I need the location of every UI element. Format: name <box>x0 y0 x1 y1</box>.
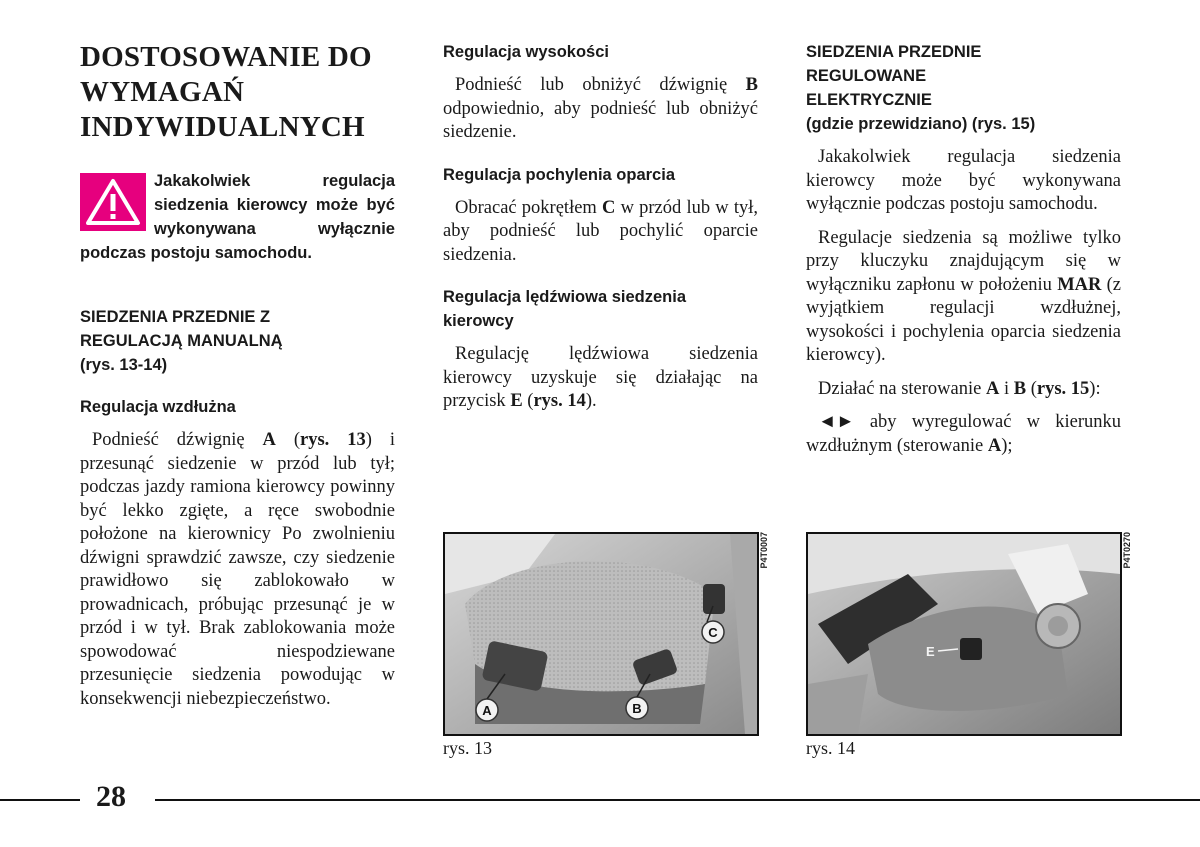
figure-seat-manual <box>443 532 759 736</box>
section-heading-line: REGULOWANE <box>806 67 927 85</box>
title-line-1: DOSTOSOWANIE DO <box>80 41 372 73</box>
column-1 <box>80 40 395 711</box>
section-heading-line: ELEKTRYCZNIE <box>806 91 932 109</box>
footer-rule-left <box>0 799 80 801</box>
title-line-3: INDYWIDUALNYCH <box>80 111 365 143</box>
paragraph-electric-warning: Jakakolwiek regulacja siedzenia kierowcy może być wykonywana wyłącznie podczas postoju samochodu. <box>806 147 1121 214</box>
figure-caption-14: rys. 14 <box>806 738 855 758</box>
paragraph-height: Podnieść lub obniżyć dźwignię B odpowiednio, aby podnieść lub obniżyć siedzenie. <box>443 75 758 142</box>
section-heading-line: (rys. 13-14) <box>80 356 168 374</box>
subheading-height: Regulacja wysokości <box>443 43 609 61</box>
warning-triangle-icon <box>80 173 146 231</box>
arrows-left-right-icon: ◄► <box>818 412 855 432</box>
section-heading-electric <box>806 40 1121 136</box>
lumbar-photo-illustration <box>808 534 1120 734</box>
callout-e-label: E <box>926 644 935 659</box>
section-heading-line: REGULACJĄ MANUALNĄ <box>80 332 283 350</box>
figure-seat-lumbar <box>806 532 1122 736</box>
section-heading-line: (gdzie przewidziano) (rys. 15) <box>806 115 1036 133</box>
subheading-longitudinal: Regulacja wzdłużna <box>80 398 236 416</box>
warning-block <box>80 169 395 265</box>
section-heading-line: SIEDZENIA PRZEDNIE <box>806 43 982 61</box>
subheading-backrest: Regulacja pochylenia oparcia <box>443 165 675 184</box>
figure-caption-13: rys. 13 <box>443 738 492 758</box>
subheading-lumbar: Regulacja lędźwiowa siedzenia kierowcy <box>443 288 686 330</box>
column-2 <box>443 40 758 414</box>
paragraph-longitudinal: Podnieść dźwignię A (rys. 13) i przesunąć siedzenie w przód lub tył; podczas jazdy ramiona kierowcy powinny być lekko zgięte, a ręce swobodnie położone na kierownicy Po zwolnieniu dźwigni sprawdzić zawsze, czy siedzenie prawidłowo się zablokowało w prowadnicach, próbując przesunąć je w przód i w tył. Brak zablokowania może spowodować niespodziewane przesunięcie siedzenia powodując w konsekwencji niebezpieczeństwo. <box>80 430 395 709</box>
paragraph-backrest: Obracać pokrętłem C w przód lub w tył, aby podnieść lub pochylić oparcie siedzenia. <box>443 197 758 265</box>
figure-code-13: P4T0007 <box>759 532 769 569</box>
warning-text: Jakakolwiek regulacja siedzenia kierowcy może być wykonywana wyłącznie podczas postoju samochodu. <box>80 172 395 262</box>
callout-b-label: B <box>632 701 642 716</box>
section-heading-line: SIEDZENIA PRZEDNIE Z <box>80 308 271 326</box>
paragraph-lumbar: Regulację lędźwiowa siedzenia kierowcy uzyskuje się działając na przycisk E (rys. 14). <box>443 344 758 411</box>
title-line-2: WYMAGAŃ <box>80 76 245 108</box>
column-3 <box>806 40 1121 458</box>
figure-code-14: P4T0270 <box>1122 532 1132 569</box>
section-heading-manual <box>80 305 395 377</box>
seat-photo-illustration <box>445 534 757 734</box>
callout-a-label: A <box>482 703 492 718</box>
paragraph-electric-longitudinal: ◄► aby wyregulować w kierunku wzdłużnym (sterowanie A); <box>806 412 1121 456</box>
callout-c-label: C <box>708 625 718 640</box>
page-title <box>80 40 395 145</box>
footer-rule-right <box>155 799 1200 801</box>
paragraph-electric-controls: Działać na sterowanie A i B (rys. 15): <box>818 378 1101 399</box>
paragraph-electric-key: Regulacje siedzenia są możliwe tylko przy kluczyku znajdującym się w wyłączniku zapłonu w położeniu MAR (z wyjątkiem regulacji wzdłużnej, wysokości i pochylenia oparcia siedzenia kierowcy). <box>806 227 1122 365</box>
page-number: 28 <box>96 780 126 813</box>
